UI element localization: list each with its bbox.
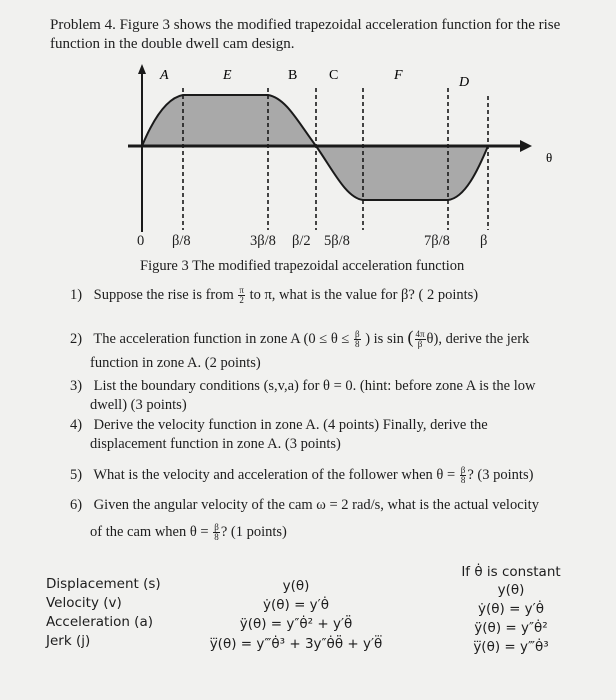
fraction-beta-over-8: $\frac{\beta}{8}$	[354, 329, 360, 350]
question-2: 2) The acceleration function in zone A (0 ≤ θ ≤ $\frac{\beta}{8}$ ) is sin ( $\frac{4\pi}{\beta}$ θ), derive the jerk function in zone A. (2 points)	[70, 327, 530, 372]
constant-omega-title: If θ̇ is constant	[461, 564, 561, 580]
zone-label-f: F	[394, 68, 403, 83]
figure-caption: Figure 3 The modified trapezoidal acceleration function	[140, 258, 465, 274]
tick-label-5b8: 5β/8	[324, 233, 350, 249]
general-velocity: ẏ(θ) = y′θ̇	[263, 597, 329, 613]
tick-label-0: 0	[137, 233, 145, 249]
zone-label-b: B	[288, 68, 298, 83]
tick-label-b8: β/8	[172, 233, 191, 249]
fraction-beta-over-8: $\frac{\beta}{8}$	[214, 522, 219, 543]
axis-arrowhead-icon	[520, 140, 532, 152]
label-jerk: Jerk (j)	[46, 633, 91, 649]
problem-line-2: function in the double dwell cam design.	[50, 36, 295, 52]
constant-jerk: y⃛(θ) = y‴θ̇³	[473, 639, 549, 655]
constant-velocity: ẏ(θ) = y′θ̇	[478, 601, 544, 617]
fraction-pi-over-2: $\frac{\pi}{2}$	[239, 285, 244, 306]
question-5: 5) What is the velocity and acceleration of the follower when θ = $\frac{\beta}{8}$ ? (3 points)	[70, 465, 534, 486]
problem-statement	[50, 16, 590, 54]
zone-label-a: A	[160, 68, 169, 83]
zone-label-c: C	[329, 68, 339, 83]
constant-displacement: y(θ)	[497, 582, 525, 598]
positive-lobe	[142, 95, 316, 146]
label-acceleration: Acceleration (a)	[46, 614, 153, 630]
question-6: 6) Given the angular velocity of the cam ω = 2 rad/s, what is the actual velocity of the cam when θ = $\frac{\beta}{8}$ ? (1 points)	[70, 497, 539, 543]
zone-label-d: D	[459, 75, 470, 90]
axis-label-theta: θ	[546, 150, 553, 165]
question-1: 1) Suppose the rise is from $\frac{\pi}{2}$ to π, what is the value for β? ( 2 points)	[70, 285, 479, 306]
constant-acceleration: ÿ(θ) = y″θ̇²	[474, 620, 548, 636]
acceleration-figure	[128, 60, 568, 260]
question-3: 3) List the boundary conditions (s,v,a) for θ = 0. (hint: before zone A is the low dwell) (3 points)	[70, 378, 536, 413]
tick-label-3b8: 3β/8	[250, 233, 276, 249]
fraction-4pi-over-beta: $\frac{4\pi}{\beta}$	[415, 329, 425, 350]
problem-line-1: Problem 4. Figure 3 shows the modified trapezoidal acceleration function for the rise	[50, 17, 561, 33]
y-arrowhead-icon	[138, 64, 146, 74]
zone-label-e: E	[223, 68, 232, 83]
tick-label-b: β	[480, 233, 488, 249]
label-displacement: Displacement (s)	[46, 576, 161, 592]
general-acceleration: ÿ(θ) = y″θ̇² + y′θ̈	[239, 616, 353, 632]
general-jerk: y⃛(θ) = y‴θ̇³ + 3y″θ̇θ̈ + y′θ⃛	[209, 636, 383, 652]
fraction-beta-over-8: $\frac{\beta}{8}$	[460, 465, 466, 486]
tick-label-b2: β/2	[292, 233, 311, 249]
question-4: 4) Derive the velocity function in zone A. (4 points) Finally, derive the displacement function in zone A. (3 points)	[70, 417, 488, 452]
tick-label-7b8: 7β/8	[424, 233, 450, 249]
general-displacement: y(θ)	[282, 578, 310, 594]
negative-lobe	[316, 146, 488, 200]
label-velocity: Velocity (v)	[46, 595, 122, 611]
